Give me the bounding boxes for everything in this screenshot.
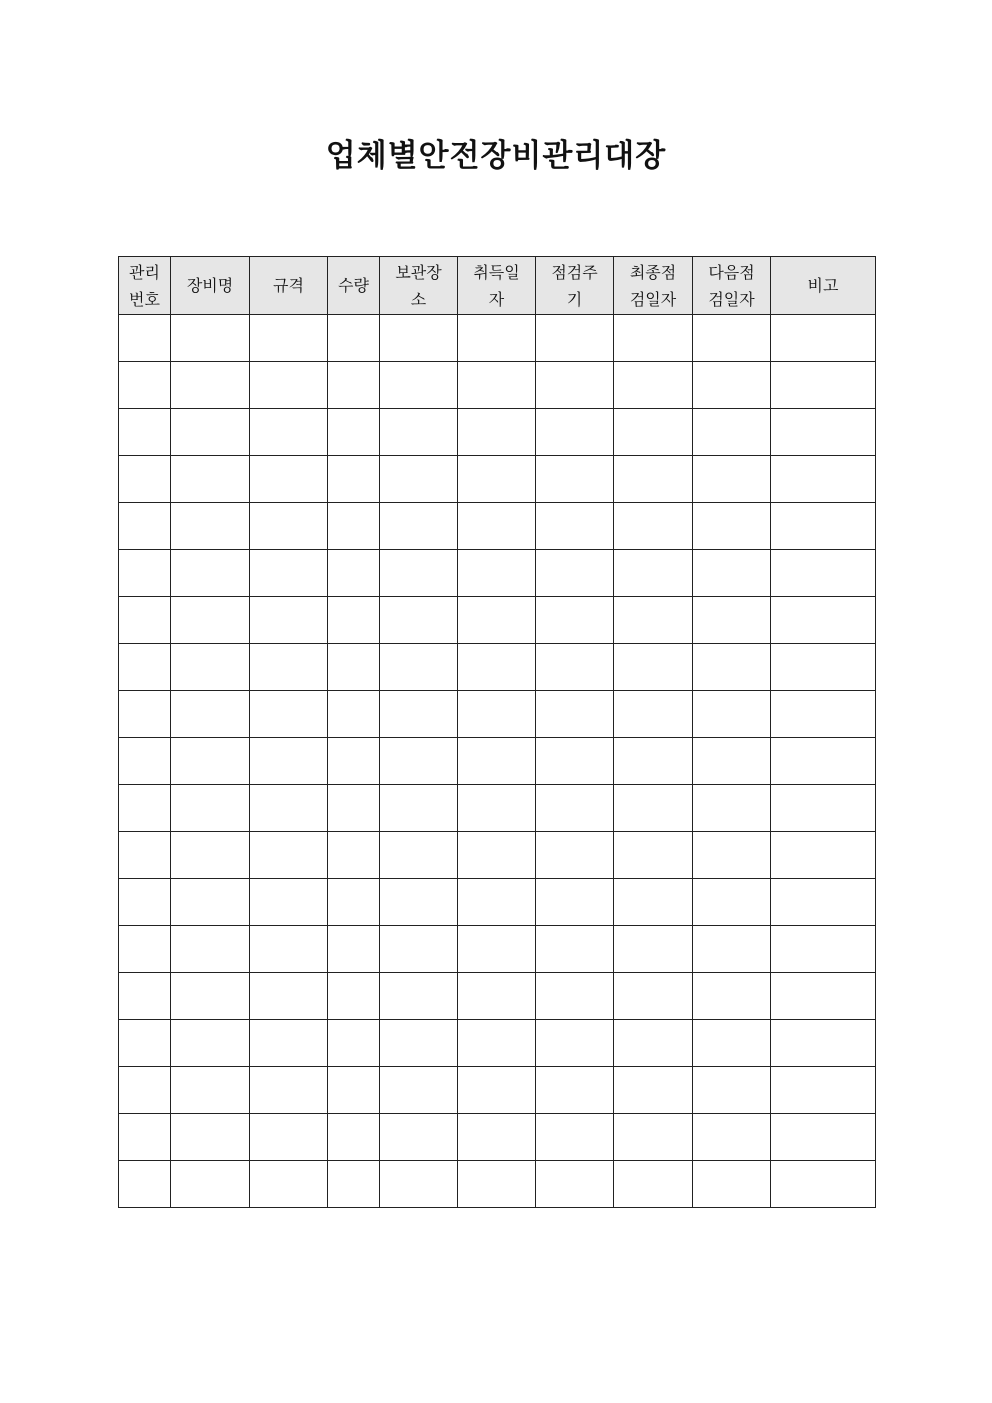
table-cell xyxy=(771,926,876,973)
table-cell xyxy=(458,362,536,409)
table-cell xyxy=(250,597,328,644)
table-cell xyxy=(119,691,171,738)
table-cell xyxy=(171,785,250,832)
table-cell xyxy=(536,738,614,785)
table-cell xyxy=(693,926,771,973)
table-cell xyxy=(328,644,380,691)
table-cell xyxy=(536,1020,614,1067)
table-cell xyxy=(328,409,380,456)
table-cell xyxy=(458,550,536,597)
table-cell xyxy=(614,597,693,644)
table-row xyxy=(119,503,876,550)
table-row xyxy=(119,550,876,597)
table-cell xyxy=(119,1114,171,1161)
table-cell xyxy=(536,644,614,691)
table-cell xyxy=(250,550,328,597)
table-cell xyxy=(171,456,250,503)
table-cell xyxy=(328,1161,380,1208)
table-cell xyxy=(771,738,876,785)
table-cell xyxy=(250,1114,328,1161)
table-row xyxy=(119,1067,876,1114)
table-cell xyxy=(171,691,250,738)
table-cell xyxy=(328,597,380,644)
table-cell xyxy=(250,409,328,456)
table-cell xyxy=(250,644,328,691)
table-cell xyxy=(380,926,458,973)
table-cell xyxy=(171,1020,250,1067)
table-row xyxy=(119,1020,876,1067)
table-cell xyxy=(328,1067,380,1114)
table-cell xyxy=(458,785,536,832)
table-cell xyxy=(380,1067,458,1114)
table-row xyxy=(119,456,876,503)
table-cell xyxy=(328,362,380,409)
table-cell xyxy=(119,879,171,926)
table-cell xyxy=(250,738,328,785)
table-cell xyxy=(119,597,171,644)
table-cell xyxy=(614,1114,693,1161)
table-cell xyxy=(693,597,771,644)
table-cell xyxy=(771,1067,876,1114)
table-cell xyxy=(171,1114,250,1161)
table-cell xyxy=(250,456,328,503)
table-cell xyxy=(328,691,380,738)
table-cell xyxy=(771,879,876,926)
table-cell xyxy=(119,973,171,1020)
table-cell xyxy=(328,315,380,362)
table-cell xyxy=(119,550,171,597)
table-cell xyxy=(171,362,250,409)
table-cell xyxy=(328,879,380,926)
table-cell xyxy=(614,1161,693,1208)
column-header-quantity: 수량 xyxy=(328,257,380,315)
table-cell xyxy=(458,315,536,362)
table-cell xyxy=(250,503,328,550)
table-cell xyxy=(458,1067,536,1114)
table-cell xyxy=(693,1114,771,1161)
table-cell xyxy=(693,550,771,597)
table-row xyxy=(119,597,876,644)
column-header-management-number: 관리 번호 xyxy=(119,257,171,315)
table-cell xyxy=(458,503,536,550)
table-cell xyxy=(693,879,771,926)
table-cell xyxy=(536,456,614,503)
column-header-inspection-cycle: 점검주 기 xyxy=(536,257,614,315)
ledger-body xyxy=(119,315,876,1208)
table-cell xyxy=(693,1161,771,1208)
table-cell xyxy=(693,973,771,1020)
table-cell xyxy=(614,644,693,691)
table-cell xyxy=(250,832,328,879)
table-cell xyxy=(771,362,876,409)
table-cell xyxy=(536,691,614,738)
table-cell xyxy=(328,973,380,1020)
table-cell xyxy=(458,1161,536,1208)
table-cell xyxy=(119,1067,171,1114)
table-cell xyxy=(693,503,771,550)
table-cell xyxy=(614,550,693,597)
table-cell xyxy=(250,1161,328,1208)
table-cell xyxy=(614,1020,693,1067)
table-cell xyxy=(458,644,536,691)
table-cell xyxy=(693,1020,771,1067)
table-cell xyxy=(171,879,250,926)
table-cell xyxy=(119,409,171,456)
table-cell xyxy=(536,315,614,362)
table-cell xyxy=(693,456,771,503)
table-cell xyxy=(119,738,171,785)
table-cell xyxy=(380,1114,458,1161)
column-header-specification: 규격 xyxy=(250,257,328,315)
table-cell xyxy=(380,409,458,456)
table-cell xyxy=(536,832,614,879)
table-row xyxy=(119,691,876,738)
table-cell xyxy=(771,973,876,1020)
table-cell xyxy=(536,409,614,456)
table-row xyxy=(119,926,876,973)
column-header-storage-location: 보관장 소 xyxy=(380,257,458,315)
table-cell xyxy=(250,879,328,926)
table-cell xyxy=(250,973,328,1020)
table-cell xyxy=(693,362,771,409)
table-cell xyxy=(328,785,380,832)
table-cell xyxy=(119,315,171,362)
table-cell xyxy=(693,691,771,738)
table-cell xyxy=(380,315,458,362)
table-cell xyxy=(536,550,614,597)
table-cell xyxy=(328,503,380,550)
table-row xyxy=(119,879,876,926)
table-cell xyxy=(171,597,250,644)
table-cell xyxy=(771,832,876,879)
table-cell xyxy=(119,1161,171,1208)
table-row xyxy=(119,1161,876,1208)
table-cell xyxy=(614,973,693,1020)
table-cell xyxy=(458,738,536,785)
table-cell xyxy=(328,550,380,597)
table-cell xyxy=(380,973,458,1020)
table-cell xyxy=(458,973,536,1020)
column-header-next-inspection-date: 다음점 검일자 xyxy=(693,257,771,315)
table-cell xyxy=(380,691,458,738)
table-cell xyxy=(536,362,614,409)
table-cell xyxy=(536,785,614,832)
table-cell xyxy=(380,503,458,550)
table-cell xyxy=(614,879,693,926)
table-cell xyxy=(771,503,876,550)
table-cell xyxy=(328,1020,380,1067)
table-cell xyxy=(771,691,876,738)
table-cell xyxy=(458,691,536,738)
table-cell xyxy=(614,785,693,832)
table-cell xyxy=(171,926,250,973)
table-row xyxy=(119,738,876,785)
table-cell xyxy=(380,738,458,785)
table-cell xyxy=(119,1020,171,1067)
table-cell xyxy=(171,973,250,1020)
table-cell xyxy=(328,832,380,879)
table-cell xyxy=(250,926,328,973)
table-cell xyxy=(380,362,458,409)
table-cell xyxy=(250,362,328,409)
table-cell xyxy=(458,879,536,926)
table-cell xyxy=(614,691,693,738)
table-cell xyxy=(458,456,536,503)
table-cell xyxy=(171,409,250,456)
table-cell xyxy=(119,362,171,409)
table-cell xyxy=(328,738,380,785)
table-cell xyxy=(771,315,876,362)
table-cell xyxy=(171,644,250,691)
table-cell xyxy=(536,926,614,973)
column-header-equipment-name: 장비명 xyxy=(171,257,250,315)
table-cell xyxy=(380,550,458,597)
table-cell xyxy=(328,926,380,973)
table-cell xyxy=(614,315,693,362)
table-cell xyxy=(171,1161,250,1208)
table-cell xyxy=(693,315,771,362)
table-cell xyxy=(119,456,171,503)
table-cell xyxy=(250,691,328,738)
table-row xyxy=(119,832,876,879)
table-cell xyxy=(458,832,536,879)
table-cell xyxy=(380,644,458,691)
table-cell xyxy=(380,456,458,503)
header-row xyxy=(119,257,876,315)
table-cell xyxy=(771,1020,876,1067)
table-cell xyxy=(536,879,614,926)
table-cell xyxy=(171,550,250,597)
table-cell xyxy=(614,456,693,503)
table-cell xyxy=(380,832,458,879)
table-cell xyxy=(250,785,328,832)
document-title: 업체별안전장비관리대장 xyxy=(325,138,667,174)
table-cell xyxy=(458,409,536,456)
table-row xyxy=(119,785,876,832)
table-cell xyxy=(536,973,614,1020)
table-cell xyxy=(380,1020,458,1067)
table-cell xyxy=(250,315,328,362)
table-cell xyxy=(771,785,876,832)
table-cell xyxy=(119,503,171,550)
table-cell xyxy=(771,550,876,597)
table-cell xyxy=(458,1020,536,1067)
table-row xyxy=(119,409,876,456)
table-cell xyxy=(171,738,250,785)
table-cell xyxy=(458,926,536,973)
table-cell xyxy=(380,597,458,644)
table-cell xyxy=(458,597,536,644)
table-cell xyxy=(328,456,380,503)
table-cell xyxy=(380,785,458,832)
table-cell xyxy=(771,1161,876,1208)
table-row xyxy=(119,315,876,362)
table-cell xyxy=(614,409,693,456)
table-cell xyxy=(536,1067,614,1114)
table-cell xyxy=(171,832,250,879)
table-cell xyxy=(119,644,171,691)
table-cell xyxy=(693,785,771,832)
table-cell xyxy=(119,926,171,973)
table-cell xyxy=(693,832,771,879)
table-cell xyxy=(536,1161,614,1208)
column-header-last-inspection-date: 최종점 검일자 xyxy=(614,257,693,315)
table-cell xyxy=(771,409,876,456)
table-cell xyxy=(380,1161,458,1208)
table-cell xyxy=(119,785,171,832)
table-cell xyxy=(328,1114,380,1161)
table-row xyxy=(119,973,876,1020)
table-cell xyxy=(771,1114,876,1161)
table-cell xyxy=(171,1067,250,1114)
table-cell xyxy=(380,879,458,926)
table-cell xyxy=(171,315,250,362)
table-cell xyxy=(614,738,693,785)
table-cell xyxy=(614,503,693,550)
column-header-remarks: 비고 xyxy=(771,257,876,315)
table-cell xyxy=(536,597,614,644)
table-cell xyxy=(250,1067,328,1114)
table-row xyxy=(119,362,876,409)
equipment-ledger-table xyxy=(118,256,876,1208)
table-cell xyxy=(458,1114,536,1161)
table-cell xyxy=(771,597,876,644)
table-cell xyxy=(614,362,693,409)
table-cell xyxy=(693,738,771,785)
table-cell xyxy=(119,832,171,879)
column-header-acquisition-date: 취득일 자 xyxy=(458,257,536,315)
table-cell xyxy=(536,1114,614,1161)
table-cell xyxy=(250,1020,328,1067)
table-row xyxy=(119,644,876,691)
table-cell xyxy=(614,1067,693,1114)
table-cell xyxy=(771,456,876,503)
table-cell xyxy=(693,1067,771,1114)
table-cell xyxy=(693,644,771,691)
table-cell xyxy=(771,644,876,691)
table-cell xyxy=(171,503,250,550)
table-row xyxy=(119,1114,876,1161)
table-cell xyxy=(693,409,771,456)
table-cell xyxy=(614,832,693,879)
table-cell xyxy=(536,503,614,550)
table-cell xyxy=(614,926,693,973)
